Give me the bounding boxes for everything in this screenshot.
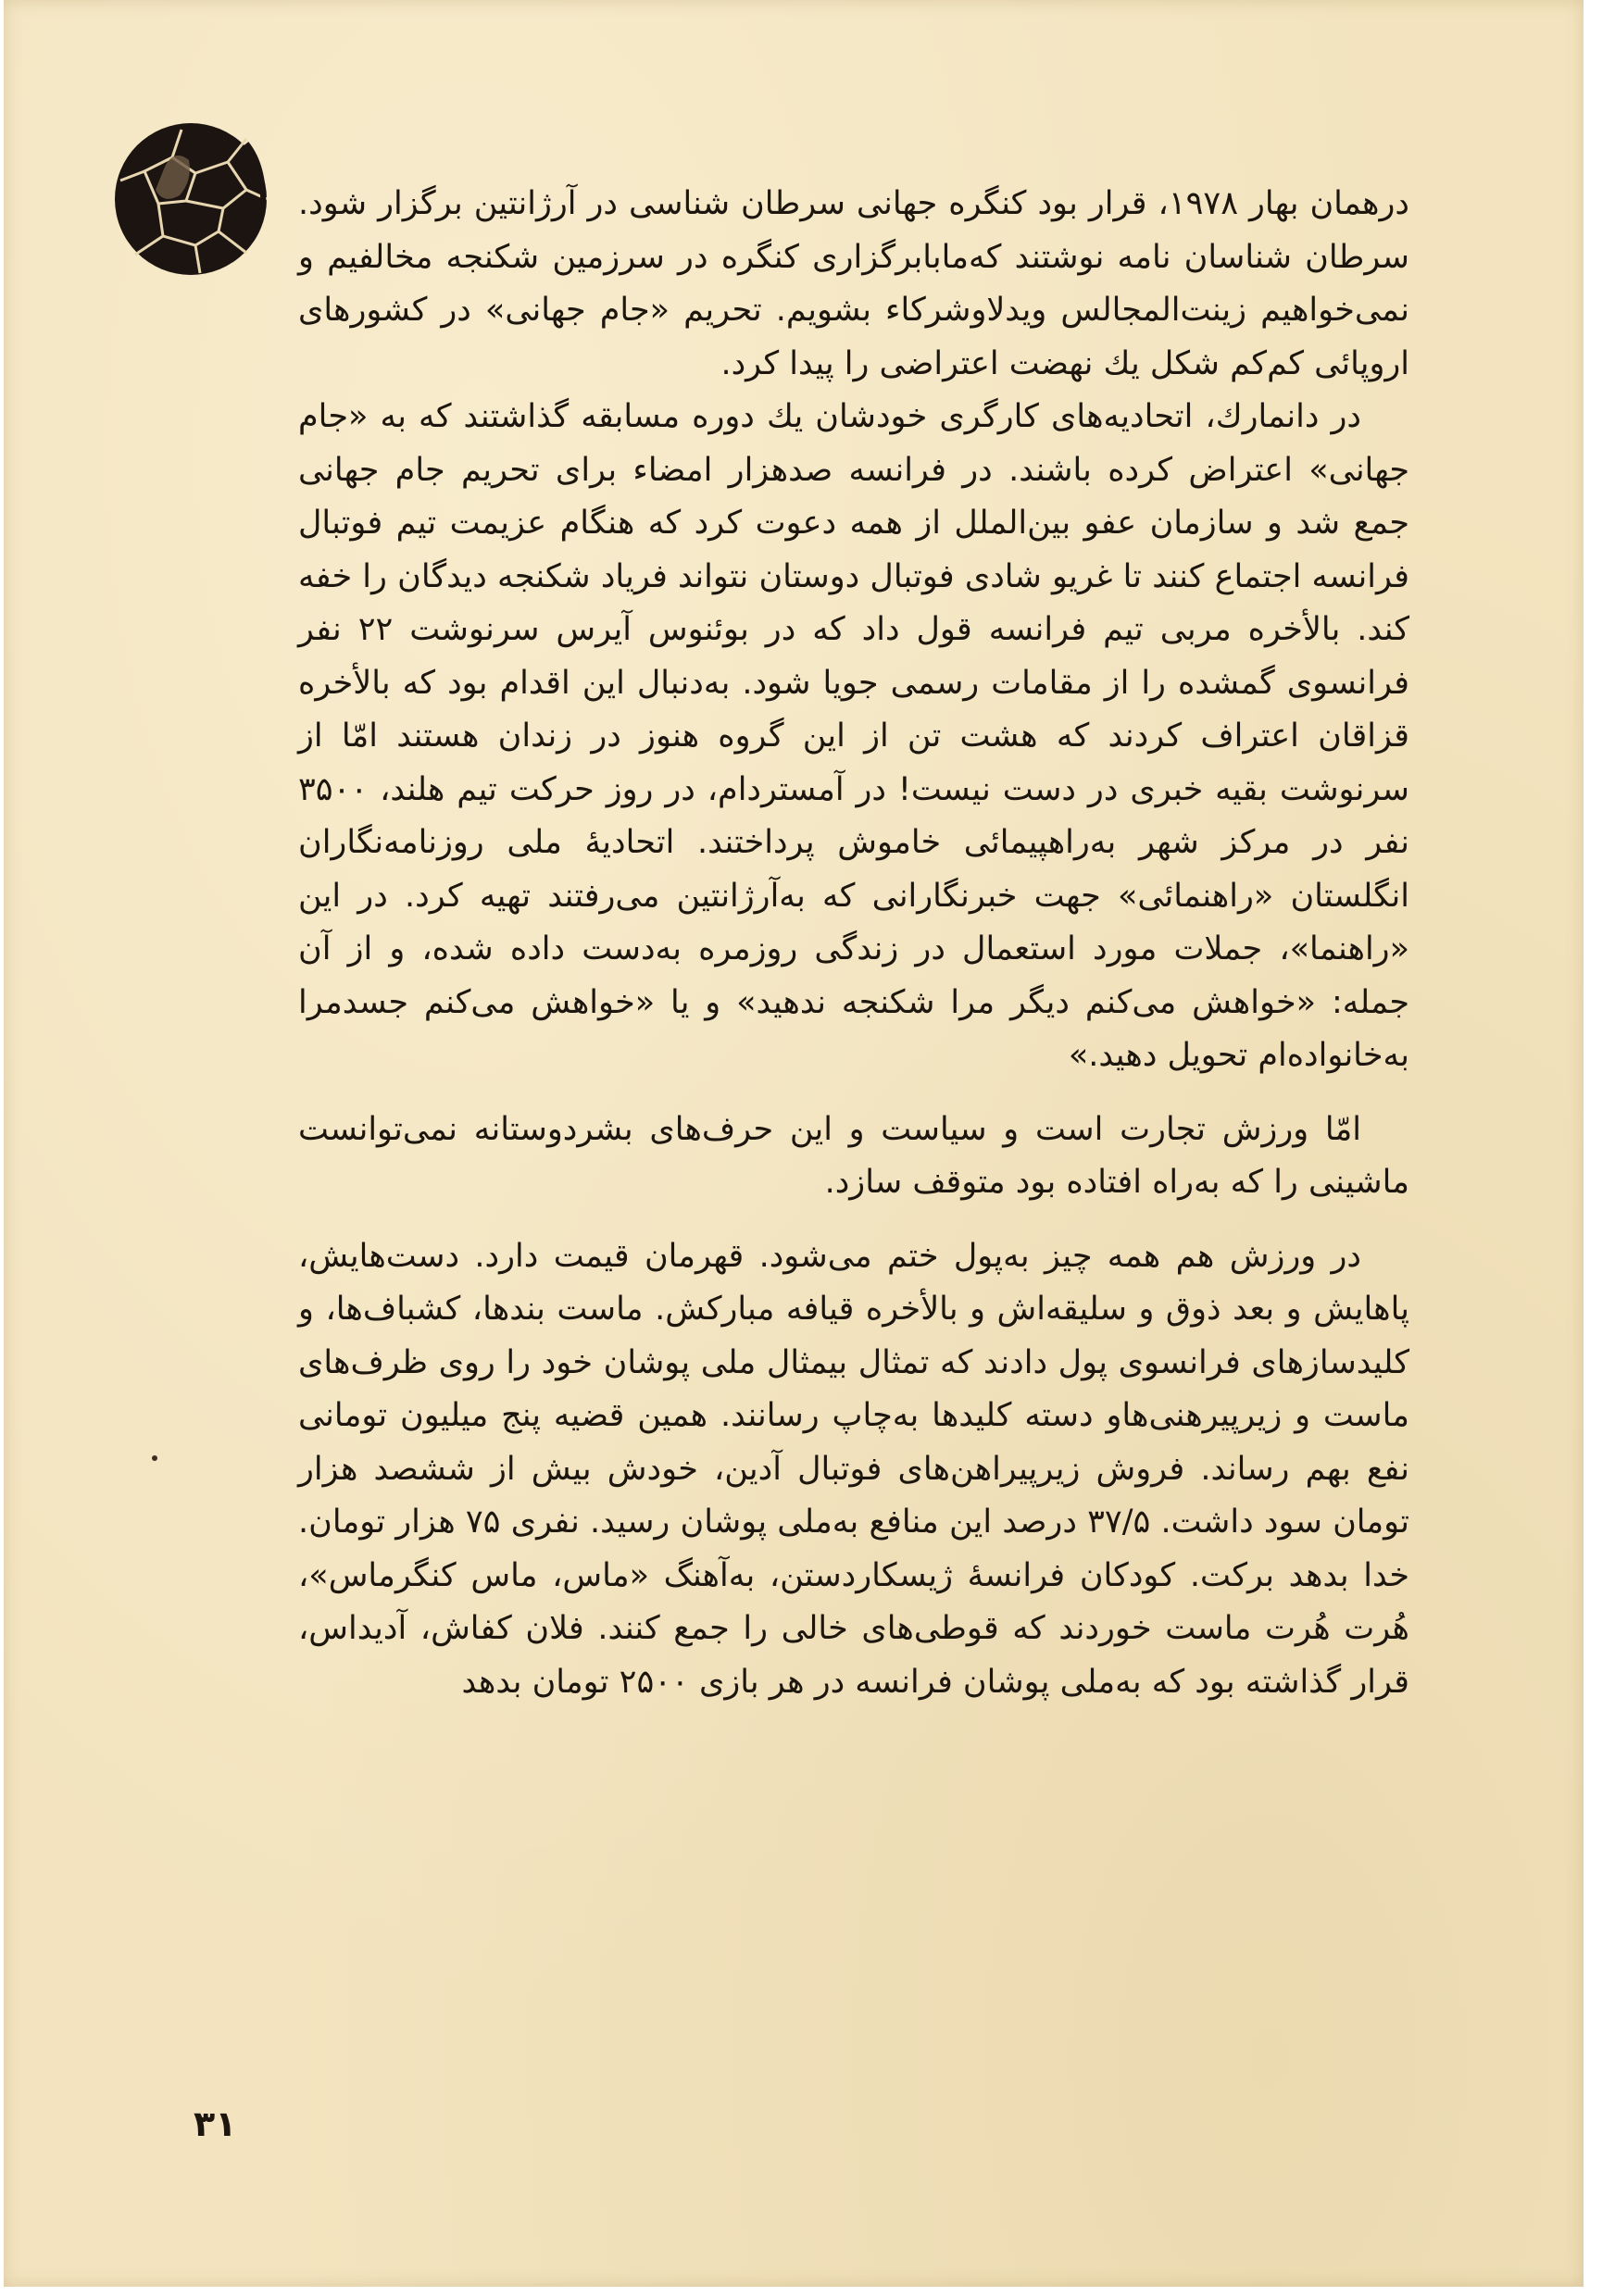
paragraph-4: در ورزش هم همه چیز به‌پول ختم می‌شود. قهرمان قیمت دارد. دست‌هایش، پاهایش و بعد ذوق و سلیقه‌اش و بالأخره قیافه مبارکش. ماست بندها، کشباف‌ها، و کلیدسازهای فرانسوی پول دادند که تمثال بیمثال ملی پوشان خود را روی ظرف‌های ماست و زیرپیرهنی‌هاو دسته کلیدها به‌چاپ رسانند. همین قضیه پنج میلیون تومانی نفع بهم رساند. فروش زیرپیراهن‌های فوتبال آدین، خودش بیش از ششصد هزار تومان سود داشت. ۳۷/۵ درصد این منافع به‌ملی پوشان رسید. نفری ۷۵ هزار تومان. خدا بدهد برکت. کودکان فرانسهٔ ژیسکاردستن، به‌آهنگ «ماس، ماس کنگرماس»، هُرت هُرت ماست خوردند که قوطی‌های خالی را جمع کنند. فلان کفاش، آدیداس، قرار گذاشته بود که به‌ملی پوشان فرانسه در هر بازی ۲۵۰۰ تومان بدهد xyxy=(298,1237,1410,1701)
paragraph-3: امّا ورزش تجارت است و سیاست و این حرف‌های بشردوستانه نمی‌توانست ماشینی را که به‌راه افتاده بود متوقف سازد. xyxy=(298,1110,1409,1201)
football-globe-icon xyxy=(107,116,274,282)
paragraph-1: درهمان بهار ۱۹۷۸، قرار بود کنگره جهانی سرطان شناسی در آرژانتین برگزار شود. سرطان شناسان نامه نوشتند که‌مابابرگزاری کنگره در سرزمین شکنجه مخالفیم و نمی‌خواهیم زینت‌المجالس ویدلاوشرکاء بشویم. تحریم «جام جهانی» در کشورهای اروپائی کم‌کم شکل یك نهضت اعتراضی را پیدا کرد. xyxy=(298,185,1409,382)
paragraph-2: در دانمارك، اتحادیه‌های کارگری خودشان یك دوره مسابقه گذاشتند که به «جام جهانی» اعتراض کرده باشند. در فرانسه صدهزار امضاء برای تحریم جام جهانی جمع شد و سازمان عفو بین‌الملل از همه دعوت کرد که هنگام عزیمت تیم فوتبال فرانسه اجتماع کنند تا غریو شادی فوتبال دوستان نتواند فریاد شکنجه دیدگان را خفه کند. بالأخره مربی تیم فرانسه قول داد که در بوئنوس آیرس سرنوشت ۲۲ نفر فرانسوی گمشده را از مقامات رسمی جویا شود. به‌دنبال این اقدام بود که بالأخره قزاقان اعتراف کردند که هشت تن از این گروه هنوز در زندان هستند امّا از سرنوشت بقیه خبری در دست نیست! در آمستردام، در روز حرکت تیم هلند، ۳۵۰۰ نفر در مرکز شهر به‌راهپیمائی خاموش پرداختند. اتحادیهٔ ملی روزنامه‌نگاران انگلستان «راهنمائی» جهت خبرنگارانی که به‌آرژانتین می‌رفتند تهیه کرد. در این «راهنما»، جملات مورد استعمال در زندگی روزمره به‌دست داده شده، و از آن جمله: «خواهش می‌کنم دیگر مرا شکنجه ندهید» و یا «خواهش می‌کنم جسدمرا به‌خانواده‌ام تحویل دهید.» xyxy=(298,398,1409,1074)
body-text xyxy=(298,178,1409,1709)
print-speck xyxy=(152,1455,157,1461)
page-number: ۳۱ xyxy=(194,2103,237,2144)
page-margin xyxy=(1589,0,1615,2296)
book-page xyxy=(4,0,1584,2287)
